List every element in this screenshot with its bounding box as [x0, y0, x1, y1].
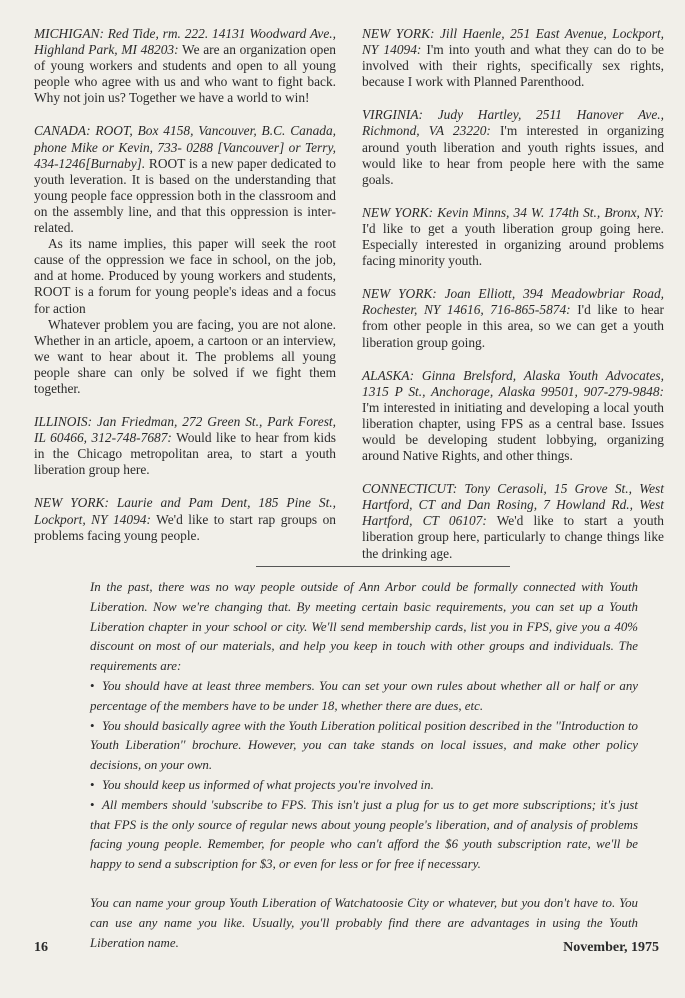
listing-illinois: [34, 414, 336, 478]
left-column: [34, 26, 336, 561]
listing-header: NEW YORK: Joan Elliott, 394 Meadowbriar Road, Rochester, NY 14616, 716-865-5874:: [362, 286, 664, 318]
requirement-text: You should have at least three members. You can set your own rules about whether all or half or any percentage of the members have to be under 18, whether there are dues, etc.: [90, 678, 638, 713]
right-column: [362, 26, 664, 579]
bullet-icon: •: [90, 797, 95, 812]
bullet-icon: •: [90, 777, 95, 792]
issue-date: November, 1975: [563, 940, 659, 955]
bullet-icon: •: [90, 718, 95, 733]
listing-header: ILLINOIS: Jan Friedman, 272 Green St., Park Forest, IL 60466, 312-748-7687:: [34, 414, 336, 446]
listing-connecticut: [362, 481, 664, 561]
listing-body: I'd like to get a youth liberation group going here. Especially interested in organizing around problems facing minority youth.: [362, 220, 664, 269]
listing-michigan: [34, 26, 336, 106]
listing-header: VIRGINIA: Judy Hartley, 2511 Hanover Ave., Richmond, VA 23220:: [362, 107, 664, 139]
listing-body: We are an organization open of young workers and students and open to all young people who agree with us and who want to fight back. Why not join us? Together we have a world to win!: [34, 42, 336, 106]
listing-header: CANADA: ROOT, Box 4158, Vancouver, B.C. Canada, phone Mike or Kevin, 733- 0288 [Vancouver] or Terry, 434-1246[Burnaby].: [34, 123, 336, 171]
notice-intro: In the past, there was no way people outside of Ann Arbor could be formally connected with Youth Liberation. Now we're changing that. By meeting certain basic requirements, you can set up a Youth Liberation chapter in your school or city. We'll send membership cards, list you in FPS, give you a 40% discount on most of our materials, and help you keep in touch with other groups and individuals. The requirements are:: [90, 580, 638, 674]
listing-new-york-elliott: [362, 286, 664, 350]
page-number: 16: [34, 940, 48, 955]
listing-body: I'd like to hear from other people in this area, so we can get a youth liberation group going.: [362, 302, 665, 350]
requirement-text: All members should 'subscribe to FPS. This isn't just a plug for us to get more subscriptions; it's just that FPS is the only source of regular news about young people's liberation, and of analysis of problems facing young people. Remember, for people who can't afford the $6 youth subscription rate, we'll be happy to send a subscription for $3, or even for less or for free if necessary.: [90, 797, 638, 872]
listing-header: NEW YORK: Kevin Minns, 34 W. 174th St., Bronx, NY:: [362, 204, 664, 220]
section-divider: [256, 566, 510, 567]
listing-header: ALASKA: Ginna Brelsford, Alaska Youth Advocates, 1315 P St., Anchorage, Alaska 99501, 907-279-9848:: [362, 367, 664, 399]
notice-closing: You can name your group Youth Liberation of Watchatoosie City or whatever, but you don't have to. You can use any name you like. Usually, you'll probably find there are advantages in using the Youth Liberation name.: [90, 895, 638, 950]
requirement-item: [90, 677, 638, 717]
listing-paragraph: Whatever problem you are facing, you are not alone. Whether in an article, apoem, a cartoon or an interview, we want to hear about it. The problems all young people share can only be solved if we fight them together.: [34, 316, 336, 396]
listing-virginia: [362, 107, 664, 187]
listing-header: CONNECTICUT: Tony Cerasoli, 15 Grove St., West Hartford, CT and Dan Rosing, 7 Howland Rd., West Hartford, CT 06107:: [362, 481, 664, 529]
listing-paragraph: As its name implies, this paper will seek the root cause of the oppression we face in school, on the job, and at home. Produced by young workers and students, ROOT is a forum for young people's ideas and a focus for action: [34, 236, 336, 316]
listing-body: We'd like to start rap groups on problems facing young people.: [34, 511, 336, 543]
requirement-item: [90, 776, 638, 796]
listing-header: NEW YORK: Laurie and Pam Dent, 185 Pine St., Lockport, NY 14094:: [34, 495, 336, 527]
listing-body: I'm interested in initiating and developing a local youth liberation chapter, using FPS as a central base. Issues would be developing student lobbying, organizing around Native Rights, and other things.: [362, 399, 664, 464]
listing-canada: [34, 123, 336, 397]
listing-new-york-dent: [34, 495, 336, 543]
listing-header: MICHIGAN: Red Tide, rm. 222. 14131 Woodward Ave., Highland Park, MI 48203:: [34, 26, 336, 58]
requirement-text: You should basically agree with the Youth Liberation political position described in the ''Introduction to Youth Liberation'' brochure. However, you can take stands on local issues, and make other policy decisions, on your own.: [90, 718, 638, 773]
listing-body: I'm interested in organizing around youth liberation and youth rights issues, and would like to hear from people here with the same goals.: [362, 123, 664, 187]
requirement-item: [90, 717, 638, 776]
listing-body: Would like to hear from kids in the Chicago metropolitan area, to start a youth liberation group here.: [34, 430, 336, 478]
bullet-icon: •: [90, 678, 95, 693]
chapter-requirements-notice: [90, 578, 638, 953]
listing-header: NEW YORK: Jill Haenle, 251 East Avenue, Lockport, NY 14094:: [362, 26, 664, 58]
listing-new-york-minns: [362, 205, 664, 269]
listing-body: I'm into youth and what they can do to be involved with their rights, specifically sex rights, because I work with Planned Parenthood.: [362, 42, 664, 90]
listing-body: ROOT is a new paper dedicated to youth leveration. It is based on the understanding that young people face oppression both in the classroom and on the assembly line, and that this oppression is inter-related.: [34, 155, 336, 236]
requirement-item: [90, 796, 638, 875]
listing-body: We'd like to start a youth liberation group here, particularly to change things like the drinking age.: [362, 513, 664, 561]
listing-new-york-haenle: [362, 26, 664, 90]
listing-alaska: [362, 368, 664, 465]
requirement-text: You should keep us informed of what projects you're involved in.: [102, 777, 434, 792]
